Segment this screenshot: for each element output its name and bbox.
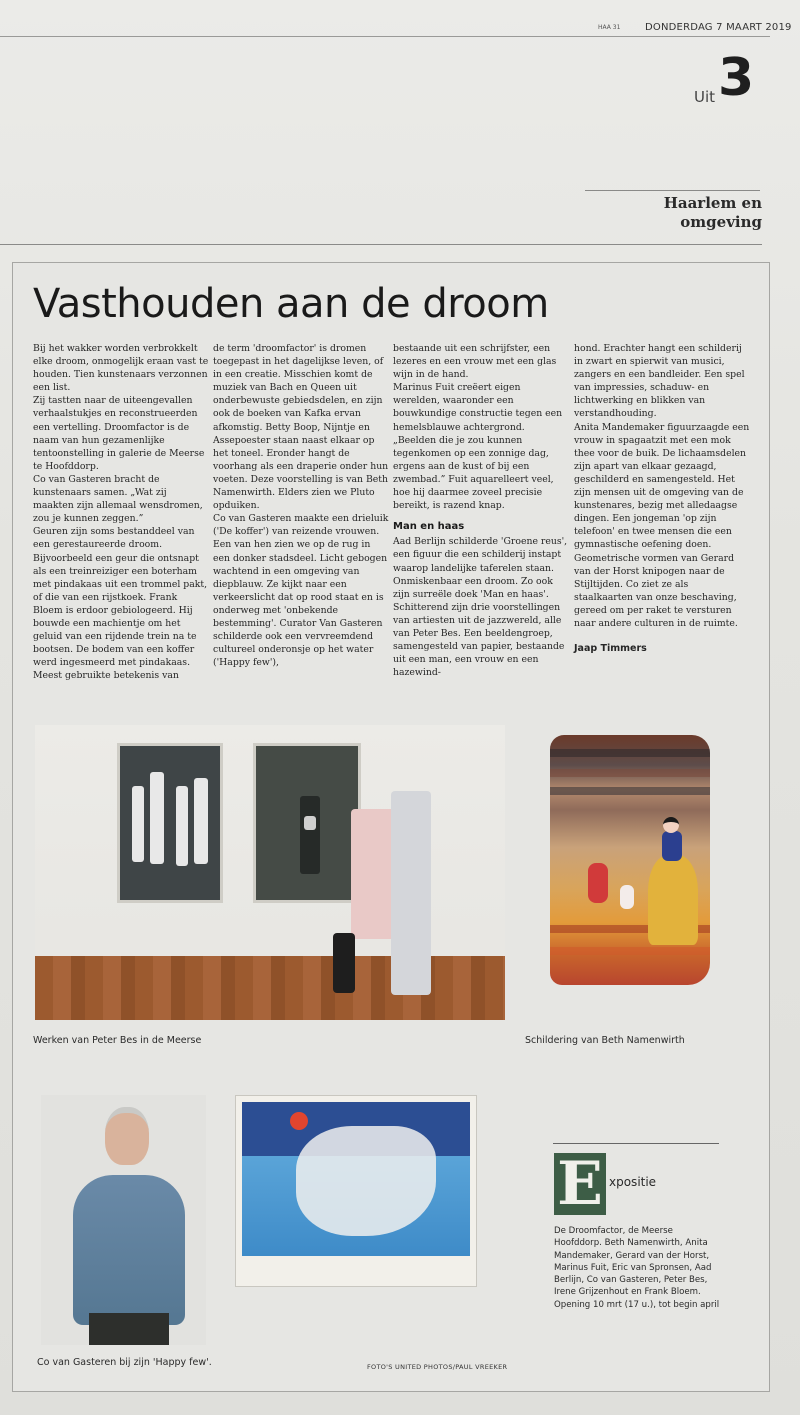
portrait-shirt	[73, 1175, 185, 1325]
paragraph: Schitterend zijn drie voorstellingen van artiesten uit de jazzwereld, alle van Peter Bes. Een beeldengroep, samengesteld van papier, bestaande uit een man, een vrouw en een hazewind-	[393, 601, 565, 679]
betty-boop-figure	[588, 863, 608, 903]
jazz-painting-right	[253, 743, 361, 903]
wooden-floor	[35, 956, 505, 1020]
article-column-4	[574, 342, 750, 655]
painting-sun	[290, 1112, 308, 1130]
snow-white-dress	[648, 855, 698, 945]
paper-figure-dog	[333, 933, 355, 993]
portrait-trousers	[89, 1313, 169, 1345]
paragraph: Bij het wakker worden verbrokkelt elke droom, onmogelijk eraan vast te houden. Tien kunstenaars verzonnen een list.	[33, 343, 209, 394]
paragraph: Co van Gasteren maakte een drieluik ('De koffer') van reizende vrouwen. Een van hen zien we op de rug in een donker stadsdeel. Licht gebogen wachtend in een omgeving van diepblauw. Ze kijkt naar een verkeerslicht dat op rood staat en is onderweg met 'onbekende bestemming'. Curator Van Gasteren schilderde ook een vervreemdend cultureel onderonsje op het water ('Happy few'),	[213, 513, 389, 669]
gallery-photo	[35, 725, 505, 1020]
gallery-caption: Werken van Peter Bes in de Meerse	[33, 1035, 202, 1046]
expositie-info: De Droomfactor, de Meerse Hoofddorp. Beth Namenwirth, Anita Mandemaker, Gerard van der Horst, Marinus Fuit, Eric van Spronsen, Aad Berlijn, Co van Gasteren, Peter Bes, Irene Grijzenhout en Frank Bloem. Opening 10 mrt (17 u.), tot begin april	[554, 1226, 720, 1310]
painting-photo	[550, 735, 710, 985]
portrait-head	[105, 1107, 149, 1165]
expositie-title: xpositie	[609, 1175, 657, 1189]
paragraph: de term 'droomfactor' is dromen toegepast in het dagelijkse leven, of in een creatie. Misschien komt de muziek van Bach en Queen uit onderbewuste gebiedsdelen, en zijn ook de boeken van Kafka ervan afkomstig. Betty Boop, Nijntje en Assepoester staan naast elkaar op het toneel. Eronder hangt de voorhang als een draperie onder hun voeten. Deze voorstelling is van Beth Namenwirth. Elders zien we Pluto opduiken.	[213, 343, 389, 512]
photo-credit: FOTO'S UNITED PHOTOS/PAUL VREEKER	[367, 1363, 508, 1371]
headline: Vasthouden aan de droom	[33, 281, 549, 327]
paragraph: Meest gebruikte betekenis van	[33, 670, 179, 682]
paragraph: Co van Gasteren bracht de kunstenaars samen. „Wat zij maakten zijn allemaal wensdromen, zou je kunnen zeggen.”	[33, 473, 203, 525]
section-rule	[0, 244, 762, 245]
section-prefix: Uit	[694, 88, 716, 106]
article	[12, 262, 770, 1392]
happy-few-painting	[235, 1095, 477, 1287]
masthead-rule	[0, 36, 770, 37]
paragraph: hond. Erachter hangt een schilderij in zwart en spierwit van musici, zangers en een bandleider. Een spel van impressies, schaduw- en lichtwerking en blikken van verstandhouding.	[574, 343, 745, 420]
article-column-2	[213, 342, 389, 669]
expositie-initial: E	[554, 1153, 606, 1215]
painting-figures	[296, 1126, 436, 1236]
paragraph: Aad Berlijn schilderde 'Groene reus', een figuur die een schilderij instapt waarop landelijke taferelen staan. Onmiskenbaar een droom. Zo ook zijn surreële doek 'Man en haas'.	[393, 536, 568, 600]
section-rule	[585, 190, 760, 191]
paragraph: Geometrische vormen van Gerard van der Horst knipogen naar de Stijltijden. Co ziet ze als staalkaarten van onze beschaving, gereed om per raket te versturen naar andere culturen in de ruimte.	[574, 552, 738, 629]
paper-figure-man	[391, 791, 431, 995]
issue-date: DONDERDAG 7 MAART 2019	[645, 22, 792, 33]
paragraph: bestaande uit een schrijfster, een lezeres en een vrouw met een glas wijn in de hand.	[393, 343, 557, 381]
paragraph: Geuren zijn soms bestanddeel van een gerestaureerde droom. Bijvoorbeeld een geur die ontsnapt als een treinreiziger een boterham met pindakaas uit een trommel pakt, of die van een rijstkoek. Frank Bloem is erdoor gebiologeerd. Hij bouwde een machientje om het geluid van een rijdende trein na te bootsen. De bodem van een koffer werd ingesmeerd met pindakaas.	[33, 526, 208, 669]
expositie-rule	[553, 1143, 719, 1144]
subheading: Man en haas	[393, 521, 465, 533]
section-label: Haarlem en omgeving	[663, 194, 762, 231]
section-number: 3	[718, 48, 755, 108]
snow-white-head	[663, 817, 679, 833]
paragraph: Marinus Fuit creëert eigen werelden, waaronder een bouwkundige constructie tegen een hemelsblauwe achtergrond. „Beelden die je zou kunnen tegenkomen op een zonnige dag, ergens aan de kust of bij een zwembad.” Fuit aquarelleert veel, hoe hij daarmee zoveel precisie bereikt, is razend knap.	[393, 382, 563, 512]
jazz-painting-left	[117, 743, 223, 903]
bunny-figure	[620, 885, 634, 909]
paragraph: Zij tastten naar de uiteengevallen verhaalstukjes en reconstrueerden een vertelling. Droomfactor is de naam van hun gezamenlijke tentoonstelling in galerie de Meerse te Hoofddorp.	[33, 395, 205, 472]
painting-caption: Schildering van Beth Namenwirth	[525, 1035, 685, 1046]
snow-white-body	[662, 831, 682, 861]
article-column-3	[393, 342, 569, 679]
byline: Jaap Timmers	[574, 643, 647, 655]
paper-figure-woman	[351, 809, 395, 939]
article-column-1	[33, 342, 209, 682]
portrait-caption: Co van Gasteren bij zijn 'Happy few'.	[37, 1357, 212, 1368]
paragraph: Anita Mandemaker figuurzaagde een vrouw in spagaatzit met een mok thee voor de buik. De lichaamsdelen zijn apart van elkaar gezaagd, geschilderd en samengesteld. Het zijn mensen uit de omgeving van de kunstenares, bezig met alledaagse dingen. Een jongeman 'op zijn telefoon' en twee mensen die een gymnastische oefening doen.	[574, 421, 750, 551]
page-code: HAA 31	[598, 24, 621, 31]
portrait-photo	[41, 1095, 206, 1345]
